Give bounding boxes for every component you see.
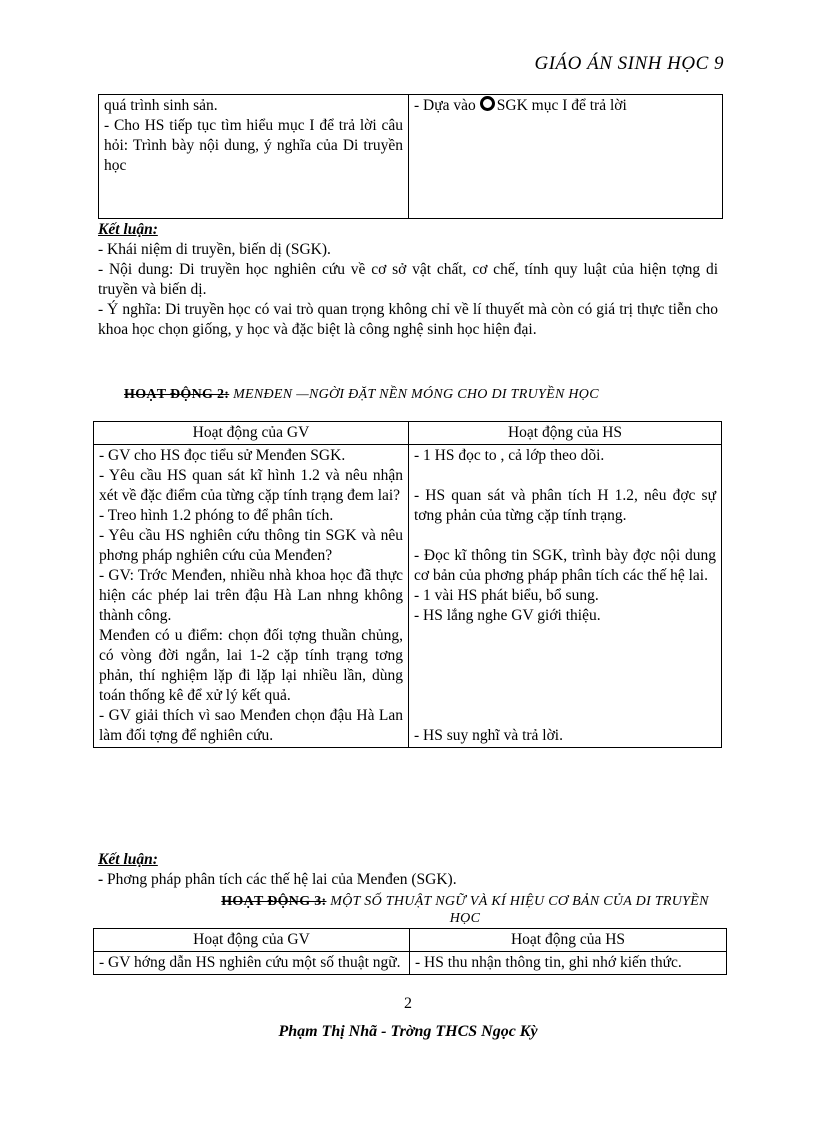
activity-3-title: MỘT SỐ THUẬT NGỮ VÀ KÍ HIỆU CƠ BẢN CỦA DI TRUYỀN HỌC (330, 894, 709, 926)
activity-2-label: HOẠT ĐỘNG 2: (124, 387, 230, 402)
table2-hs-line: - HS suy nghĩ và trả lời. (414, 727, 563, 744)
activity-2-title: MENĐEN —NGỜI ĐẶT NỀN MÓNG CHO DI TRUYỀN HỌC (233, 387, 599, 402)
table-activity2 (93, 421, 722, 748)
table3-gv-cell: - GV hớng dẫn HS nghiên cứu một số thuật ngữ. (94, 952, 410, 975)
table2-gv-line: - Yêu cầu HS nghiên cứu thông tin SGK và nêu phơng pháp nghiên cứu của Menđen? (99, 527, 403, 564)
table2-gv-line: - Yêu cầu HS quan sát kĩ hình 1.2 và nêu nhận xét về đặc điểm của từng cặp tính trạng đem lai? (99, 467, 403, 504)
conclusion-1-line: - Nội dung: Di truyền học nghiên cứu về cơ sở vật chất, cơ chế, tính quy luật của hiện tợng di truyền và biến dị. (98, 261, 718, 298)
page-header-title: GIÁO ÁN SINH HỌC 9 (534, 53, 724, 74)
table2-gv-line: Menđen có u điểm: chọn đối tợng thuần chủng, có vòng đời ngắn, lai 1-2 cặp tính trạng tơng phản, thí nghiệm lặp đi lặp lại nhiều lần, dùng toán thống kê để xử lý kết quả. (99, 627, 403, 704)
activity-3-label: HOẠT ĐỘNG 3: (221, 894, 327, 909)
activity-2-heading (124, 385, 599, 405)
table1-gv-cell (99, 95, 409, 219)
table1-gv-line: - Cho HS tiếp tục tìm hiểu mục I để trả lời câu hỏi: Trình bày nội dung, ý nghĩa của Di truyền học (104, 117, 403, 174)
table3-hs-cell: - HS thu nhận thông tin, ghi nhớ kiến thức. (410, 952, 727, 975)
conclusion-2: Kết luận: - Phơng pháp phân tích các thế hệ lai của Menđen (SGK). (98, 850, 718, 890)
table1-hs-text-after: SGK mục I để trả lời (496, 97, 627, 114)
table-activity1-continued (98, 94, 723, 219)
table2-hs-line: - 1 HS đọc to , cả lớp theo dõi. (414, 447, 605, 464)
table1-hs-text-before: - Dựa vào (414, 97, 476, 114)
table3-header-hs: Hoạt động của HS (410, 929, 727, 952)
table2-hs-line: - HS quan sát và phân tích H 1.2, nêu đợc sự tơng phản của từng cặp tính trạng. (414, 487, 716, 524)
table2-gv-line: - GV cho HS đọc tiểu sử Menđen SGK. (99, 447, 346, 464)
page-footer: Phạm Thị Nhã - Trờng THCS Ngọc Kỳ (278, 1023, 538, 1040)
conclusion-1-line: - Ý nghĩa: Di truyền học có vai trò quan trọng không chỉ về lí thuyết mà còn có giá trị thực tiễn cho khoa học chọn giống, y học và đặc biệt là công nghệ sinh học hiện đại. (98, 301, 718, 338)
table1-hs-cell (409, 95, 723, 219)
table2-hs-cell (409, 445, 722, 748)
activity-3-heading (205, 893, 725, 927)
table2-gv-line: - GV: Trớc Menđen, nhiều nhà khoa học đã thực hiện các phép lai trên đậu Hà Lan nhng không thành công. (99, 567, 403, 624)
conclusion-2-title: Kết luận: (98, 851, 158, 868)
page-number: 2 (404, 995, 412, 1012)
circle-bullet-icon (480, 96, 495, 111)
conclusion-1-title: Kết luận: (98, 221, 158, 238)
table1-gv-line: quá trình sinh sản. (104, 97, 218, 114)
table-activity3 (93, 928, 727, 975)
table2-hs-line: - HS lắng nghe GV giới thiệu. (414, 607, 601, 624)
conclusion-1 (98, 220, 718, 340)
table2-gv-line: - GV giải thích vì sao Menđen chọn đậu Hà Lan làm đối tợng để nghiên cứu. (99, 707, 403, 744)
table2-header-gv: Hoạt động của GV (94, 422, 409, 445)
table2-hs-line: - 1 vài HS phát biểu, bổ sung. (414, 587, 599, 604)
conclusion-1-line: - Khái niệm di truyền, biến dị (SGK). (98, 241, 331, 258)
table2-gv-cell (94, 445, 409, 748)
conclusion-2-line: Phơng pháp phân tích các thế hệ lai của Menđen (SGK). (107, 871, 457, 888)
table2-header-hs: Hoạt động của HS (409, 422, 722, 445)
table2-gv-line: - Treo hình 1.2 phóng to để phân tích. (99, 507, 334, 524)
table2-hs-line: - Đọc kĩ thông tin SGK, trình bày đợc nội dung cơ bản của phơng pháp phân tích các thế hệ lai. (414, 547, 716, 584)
table3-header-gv: Hoạt động của GV (94, 929, 410, 952)
